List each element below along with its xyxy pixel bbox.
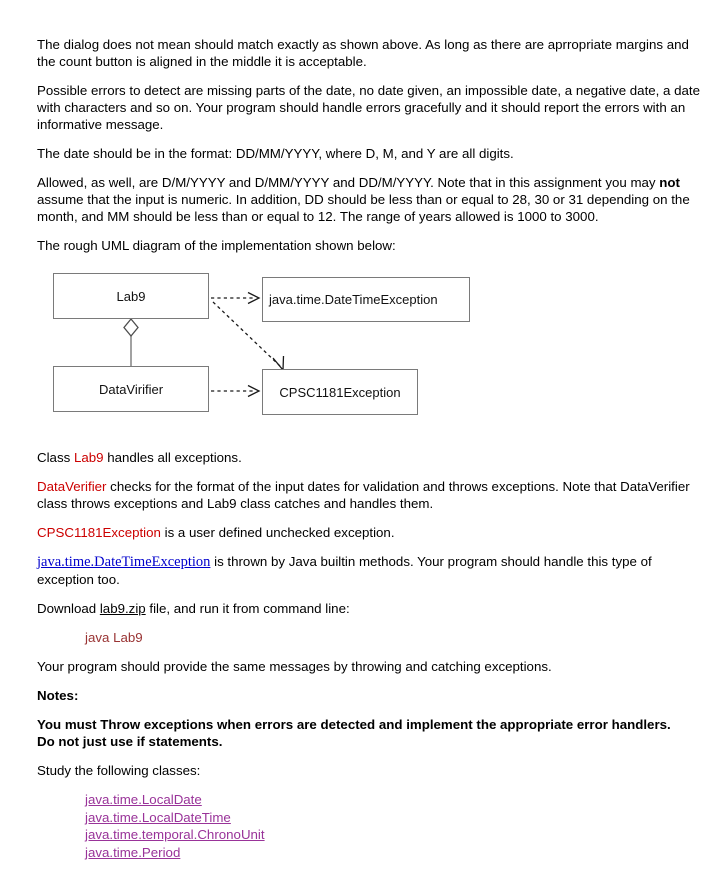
download-text-2: file, and run it from command line:: [145, 601, 350, 616]
paragraph-download: [37, 600, 702, 617]
allowed-formats-bold-not: not: [659, 175, 680, 190]
paragraph-allowed-formats: [37, 174, 702, 225]
notes-heading: Notes:: [37, 688, 79, 703]
paragraph-uml-intro: The rough UML diagram of the implementation shown below:: [37, 238, 396, 253]
cpsc-exception-text: is a user defined unchecked exception.: [160, 525, 395, 540]
uml-box-cpsc-exception-label: CPSC1181Exception: [279, 384, 401, 400]
class-cpsc-exception-name: CPSC1181Exception: [37, 525, 161, 540]
uml-box-datetime-exception-label: java.time.DateTimeException: [269, 292, 438, 307]
list-item: [85, 791, 707, 809]
paragraph-class-lab9: [37, 449, 702, 466]
link-java-time-localdatetime[interactable]: java.time.LocalDateTime: [85, 809, 231, 825]
link-lab9-zip[interactable]: lab9.zip: [99, 601, 146, 616]
uml-box-data-verifier: [53, 366, 209, 412]
uml-box-lab9: [53, 273, 209, 319]
command-java-lab9: java Lab9: [85, 630, 143, 645]
paragraph-study-classes: Study the following classes:: [37, 763, 201, 778]
paragraph-dialog-note: The dialog does not mean should match exactly as shown above. As long as there are aprropriate margins and the count button is aligned in the middle it is acceptable.: [37, 37, 689, 69]
allowed-formats-text-2: assume that the input is numeric. In addition, DD should be less than or equal to 28, 30 or 31 depending on the month, and MM should be less than or equal to 12. The range of years allowed is 1000 to 3000.: [37, 192, 690, 224]
paragraph-date-format: The date should be in the format: DD/MM/YYYY, where D, M, and Y are all digits.: [37, 146, 514, 161]
paragraph-same-messages: Your program should provide the same messages by throwing and catching exceptions.: [37, 659, 552, 674]
paragraph-data-verifier: [37, 478, 702, 512]
uml-diagram: [37, 266, 727, 431]
link-java-time-period[interactable]: java.time.Period: [85, 844, 181, 860]
download-text-1: Download: [37, 601, 100, 616]
uml-box-data-verifier-label: DataVirifier: [98, 381, 164, 397]
link-java-time-localdate[interactable]: java.time.LocalDate: [85, 792, 202, 807]
link-java-time-datetimeexception[interactable]: java.time.DateTimeException: [37, 554, 211, 570]
paragraph-datetime-exception: [37, 553, 702, 588]
allowed-formats-text-1: Allowed, as well, are D/M/YYYY and D/MM/YYYY and DD/M/YYYY. Note that in this assignment you may: [37, 175, 660, 190]
class-link-list: [37, 791, 707, 861]
uml-box-datetime-exception: [262, 277, 470, 322]
uml-box-cpsc-exception: [262, 369, 418, 415]
paragraph-possible-errors: Possible errors to detect are missing parts of the date, no date given, an impossible date, a negative date, a date with characters and so on. Your program should handle errors gracefully and it should report the errors with an informative message.: [37, 83, 701, 132]
data-verifier-text: checks for the format of the input dates for validation and throws exceptions. Note that DataVerifier class throws exceptions and Lab9 class catches and handles them.: [37, 479, 690, 511]
class-data-verifier-name: DataVerifier: [37, 479, 107, 494]
list-item: [85, 809, 707, 827]
notes-body: You must Throw exceptions when errors are detected and implement the appropriate error handlers. Do not just use if statements.: [37, 717, 671, 749]
class-lab9-text-1: Class: [37, 450, 74, 465]
list-item: [85, 826, 707, 844]
paragraph-cpsc-exception: [37, 524, 702, 541]
class-lab9-name: Lab9: [73, 450, 104, 465]
class-lab9-text-2: handles all exceptions.: [103, 450, 242, 465]
list-item: [85, 844, 707, 862]
link-java-time-temporal-chronounit[interactable]: java.time.temporal.ChronoUnit: [85, 827, 265, 842]
datetime-exception-text: is thrown by Java builtin methods. Your program should handle this type of exception too.: [37, 554, 652, 587]
uml-box-lab9-label: Lab9: [116, 288, 146, 304]
